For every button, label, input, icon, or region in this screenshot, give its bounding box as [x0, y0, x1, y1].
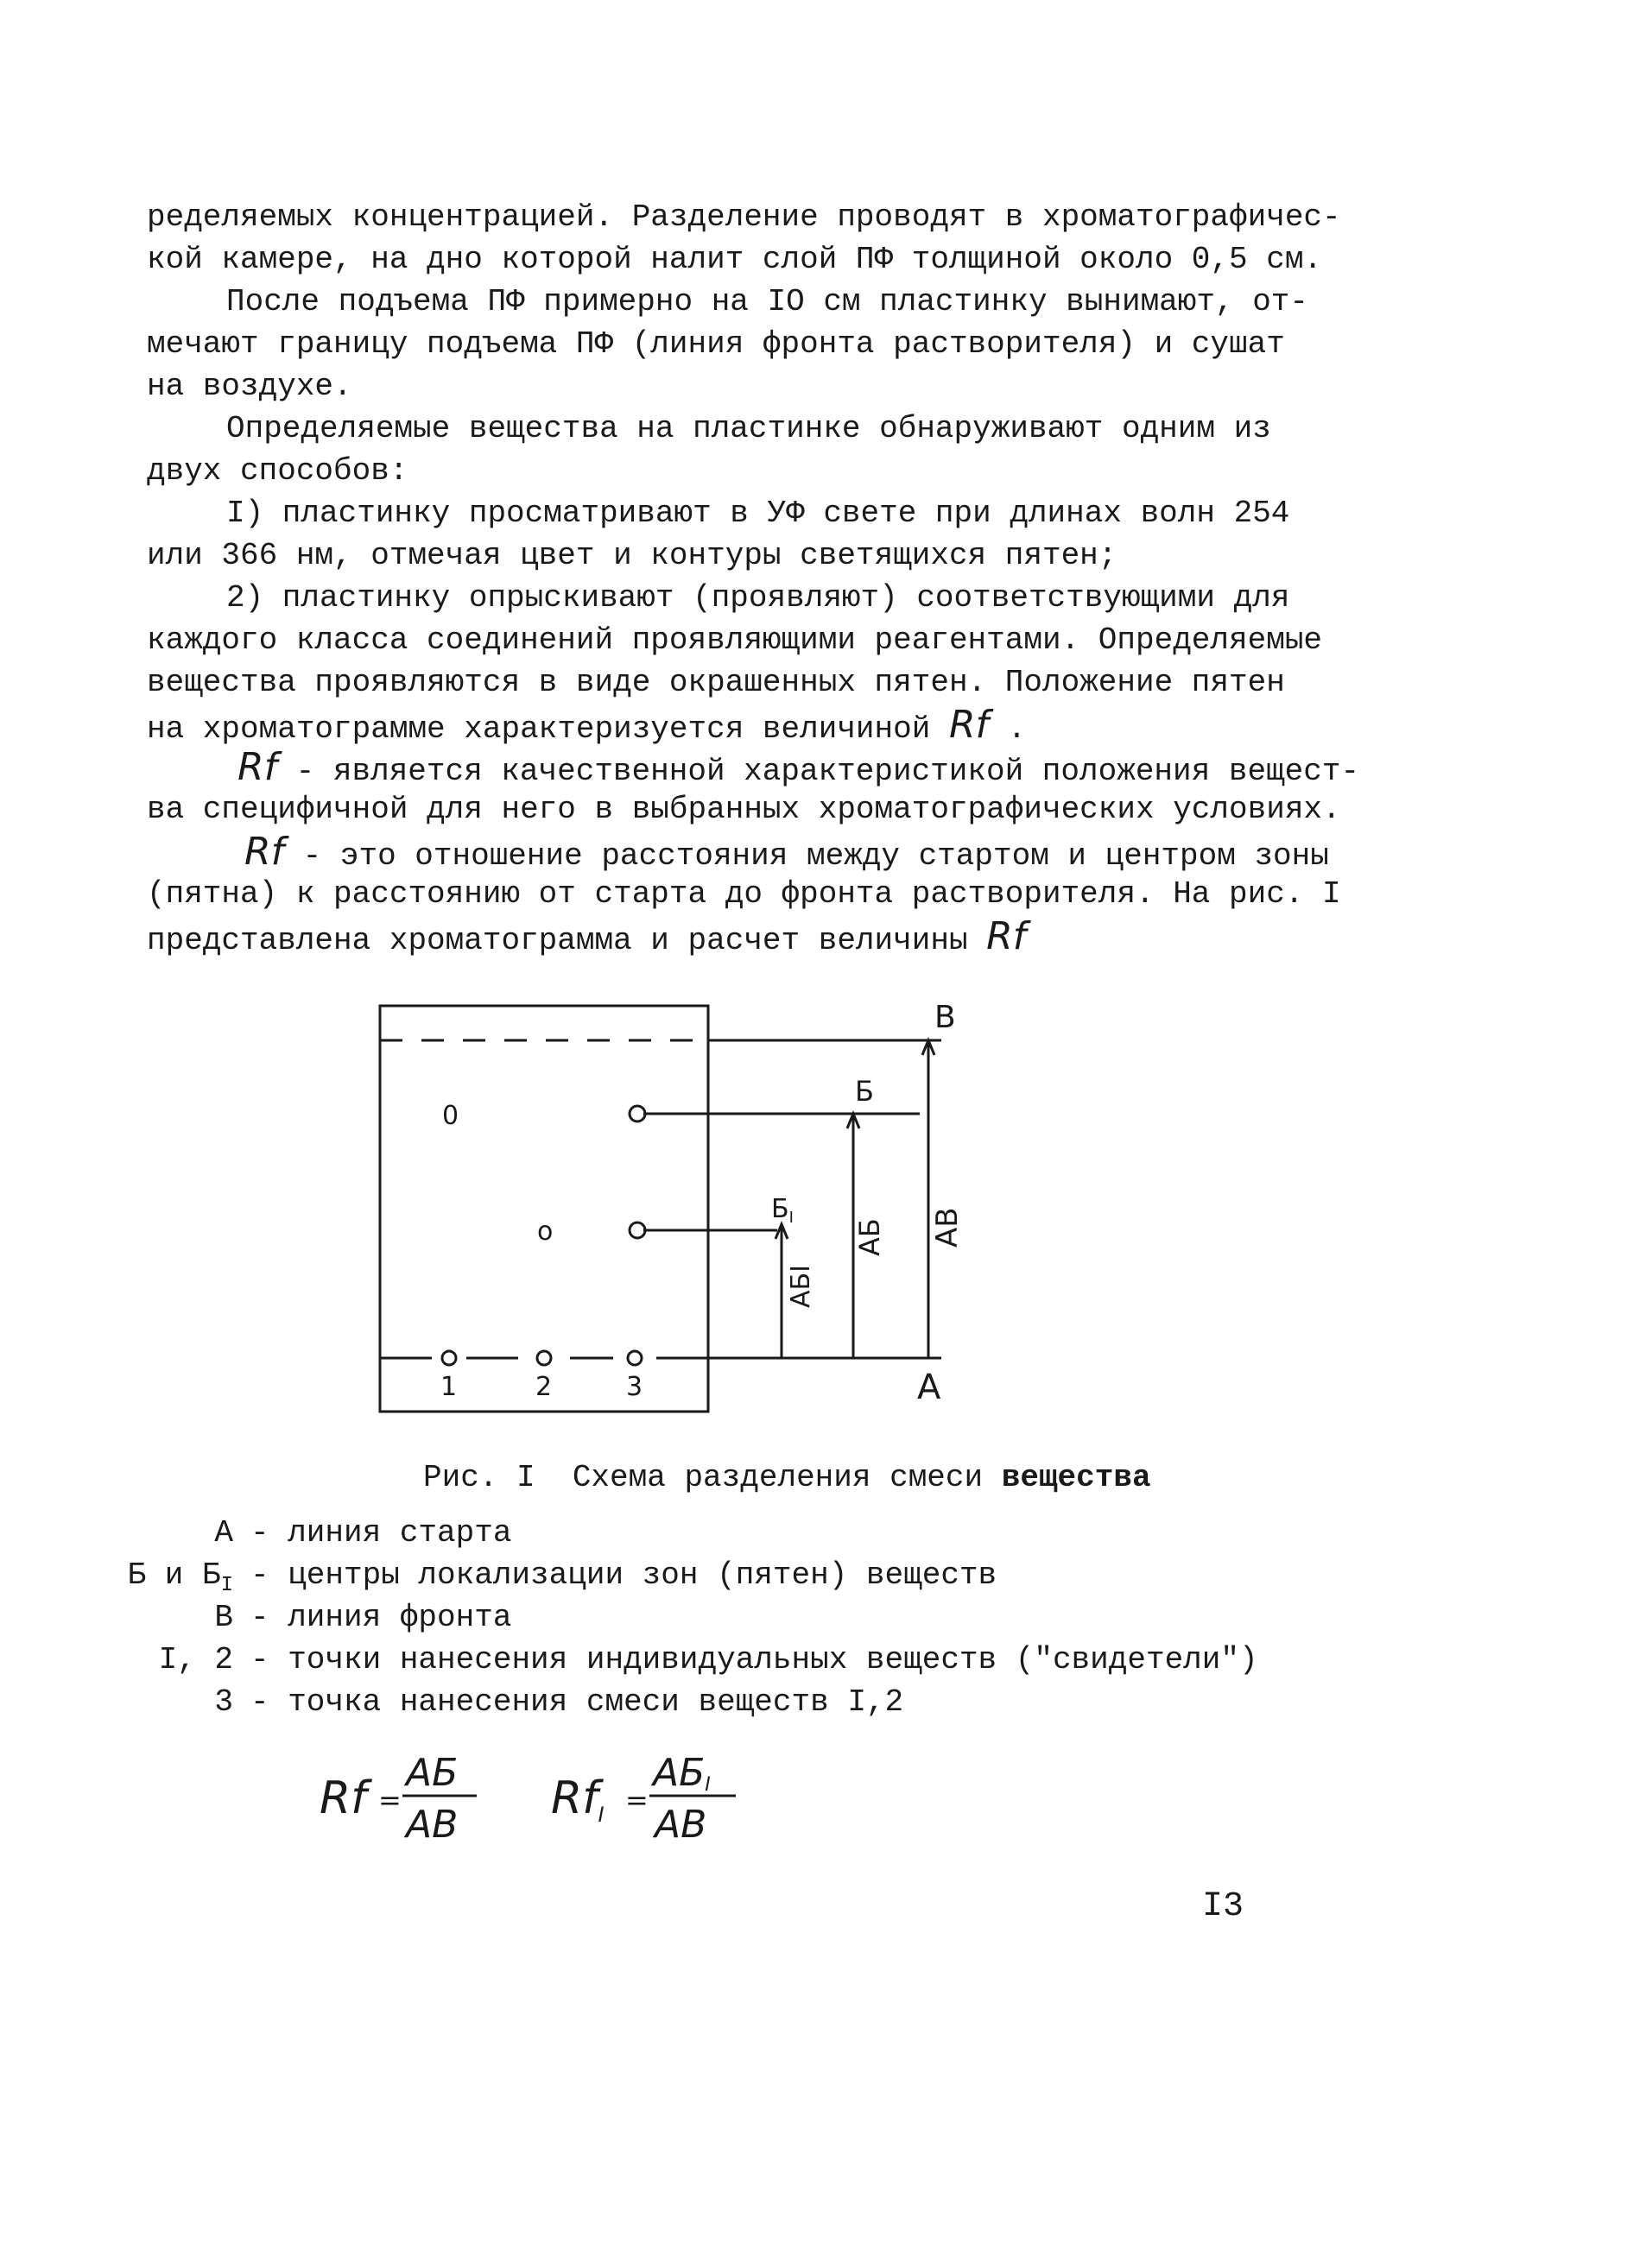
formula-rf1-sub: I: [598, 1803, 605, 1827]
formula-rf: Rf: [320, 1772, 367, 1824]
text-span: представлена хроматограмма и расчет величины: [147, 923, 968, 958]
spot-label: 0: [442, 1101, 459, 1131]
spot-b1-sub: I: [788, 1209, 794, 1227]
formula-eq: =: [625, 1784, 649, 1816]
spot-b1-letter: Б: [771, 1194, 789, 1224]
text-line: (пятна) к расстоянию от старта до фронта растворителя. На рис. I: [147, 876, 1341, 912]
legend-desc: - точка нанесения смеси веществ I,2: [250, 1684, 904, 1720]
rf-symbol: Rf: [948, 703, 990, 747]
text-line: ределяемых концентрацией. Разделение проводят в хроматографичес-: [147, 199, 1341, 235]
legend-key: А: [214, 1515, 233, 1551]
rf-symbol: Rf: [237, 745, 278, 789]
text-line: После подъема ПФ примерно на IO см пластинку вынимают, от-: [226, 284, 1309, 319]
text-span: на хроматограмме характеризуется величиной: [147, 711, 931, 747]
text-line: или 366 нм, отмечая цвет и контуры светящихся пятен;: [147, 538, 1117, 573]
lane-label: 1: [440, 1372, 458, 1402]
formula-rf1: [551, 1772, 605, 1827]
text-line: Определяемые вещества на пластинке обнаруживают одним из: [226, 411, 1271, 446]
legend-key-sub: I: [220, 1574, 233, 1597]
text-line: каждого класса соединений проявляющими реагентами. Определяемые: [147, 622, 1323, 658]
legend-desc: - линия фронта: [250, 1600, 512, 1635]
rf-formulas: [311, 1735, 795, 1856]
text-line: кой камере, на дно которой налит слой ПФ толщиной около 0,5 см.: [147, 242, 1323, 277]
text-span: - является качественной характеристикой положения вещест-: [277, 754, 1360, 789]
spot: [630, 1106, 645, 1121]
rf-symbol: Rf: [986, 914, 1027, 958]
text-line: 2) пластинку опрыскивают (проявляют) соответствующими для: [226, 580, 1290, 616]
formula-rf1-main: Rf: [551, 1772, 598, 1824]
start-label: А: [917, 1368, 941, 1407]
legend-key: 3: [214, 1684, 233, 1720]
text-line: I) пластинку просматривают в УФ свете при длинах волн 254: [226, 496, 1290, 531]
application-point: [442, 1351, 456, 1365]
spot-label: o: [537, 1216, 554, 1247]
dim-ab1-label: АБI: [786, 1265, 816, 1308]
dim-av-label: АВ: [930, 1207, 965, 1248]
formula-den: АВ: [655, 1803, 707, 1847]
spot-b-label: Б: [855, 1075, 874, 1108]
figure-caption: [423, 1457, 1151, 1499]
lane-label: 2: [535, 1372, 553, 1402]
rf-symbol: Rf: [244, 830, 285, 874]
legend-key-text: Б и Б: [127, 1557, 221, 1593]
legend-key: I, 2: [158, 1642, 233, 1677]
page-number: I3: [1202, 1887, 1244, 1926]
text-line: вещества проявляются в виде окрашенных пятен. Положение пятен: [147, 665, 1285, 700]
application-point: [628, 1351, 642, 1365]
text-line: двух способов:: [147, 453, 408, 489]
text-line: на воздухе.: [147, 369, 352, 404]
formula-den: АВ: [406, 1803, 459, 1847]
spot-b1-label: [771, 1194, 794, 1227]
caption-text: Рис. I Схема разделения смеси: [423, 1460, 1002, 1495]
caption-bold: вещества: [1001, 1460, 1151, 1495]
spot: [630, 1222, 645, 1238]
legend-key: В: [214, 1600, 233, 1635]
text-span: .: [1007, 711, 1027, 747]
text-span: - это отношение расстояния между стартом и центром зоны: [284, 838, 1329, 874]
lane-label: 3: [626, 1372, 643, 1402]
legend-desc: - линия старта: [250, 1515, 512, 1551]
text-line: мечают границу подъема ПФ (линия фронта растворителя) и сушат: [147, 326, 1285, 362]
application-point: [537, 1351, 551, 1365]
formula-num-main: АБ: [653, 1751, 706, 1795]
front-label: В: [934, 1000, 956, 1035]
formula-eq: =: [378, 1784, 402, 1816]
text-line: ва специфичной для него в выбранных хроматографических условиях.: [147, 792, 1341, 827]
dim-ab-label: АБ: [853, 1218, 886, 1256]
formula-num: АБ: [406, 1751, 459, 1795]
formula-num-sub: I: [705, 1774, 711, 1796]
legend-desc: - точки нанесения индивидуальных веществ ("свидетели"): [250, 1642, 1258, 1677]
formula-num: [650, 1751, 711, 1796]
legend-desc: - центры локализации зон (пятен) веществ: [250, 1557, 997, 1593]
